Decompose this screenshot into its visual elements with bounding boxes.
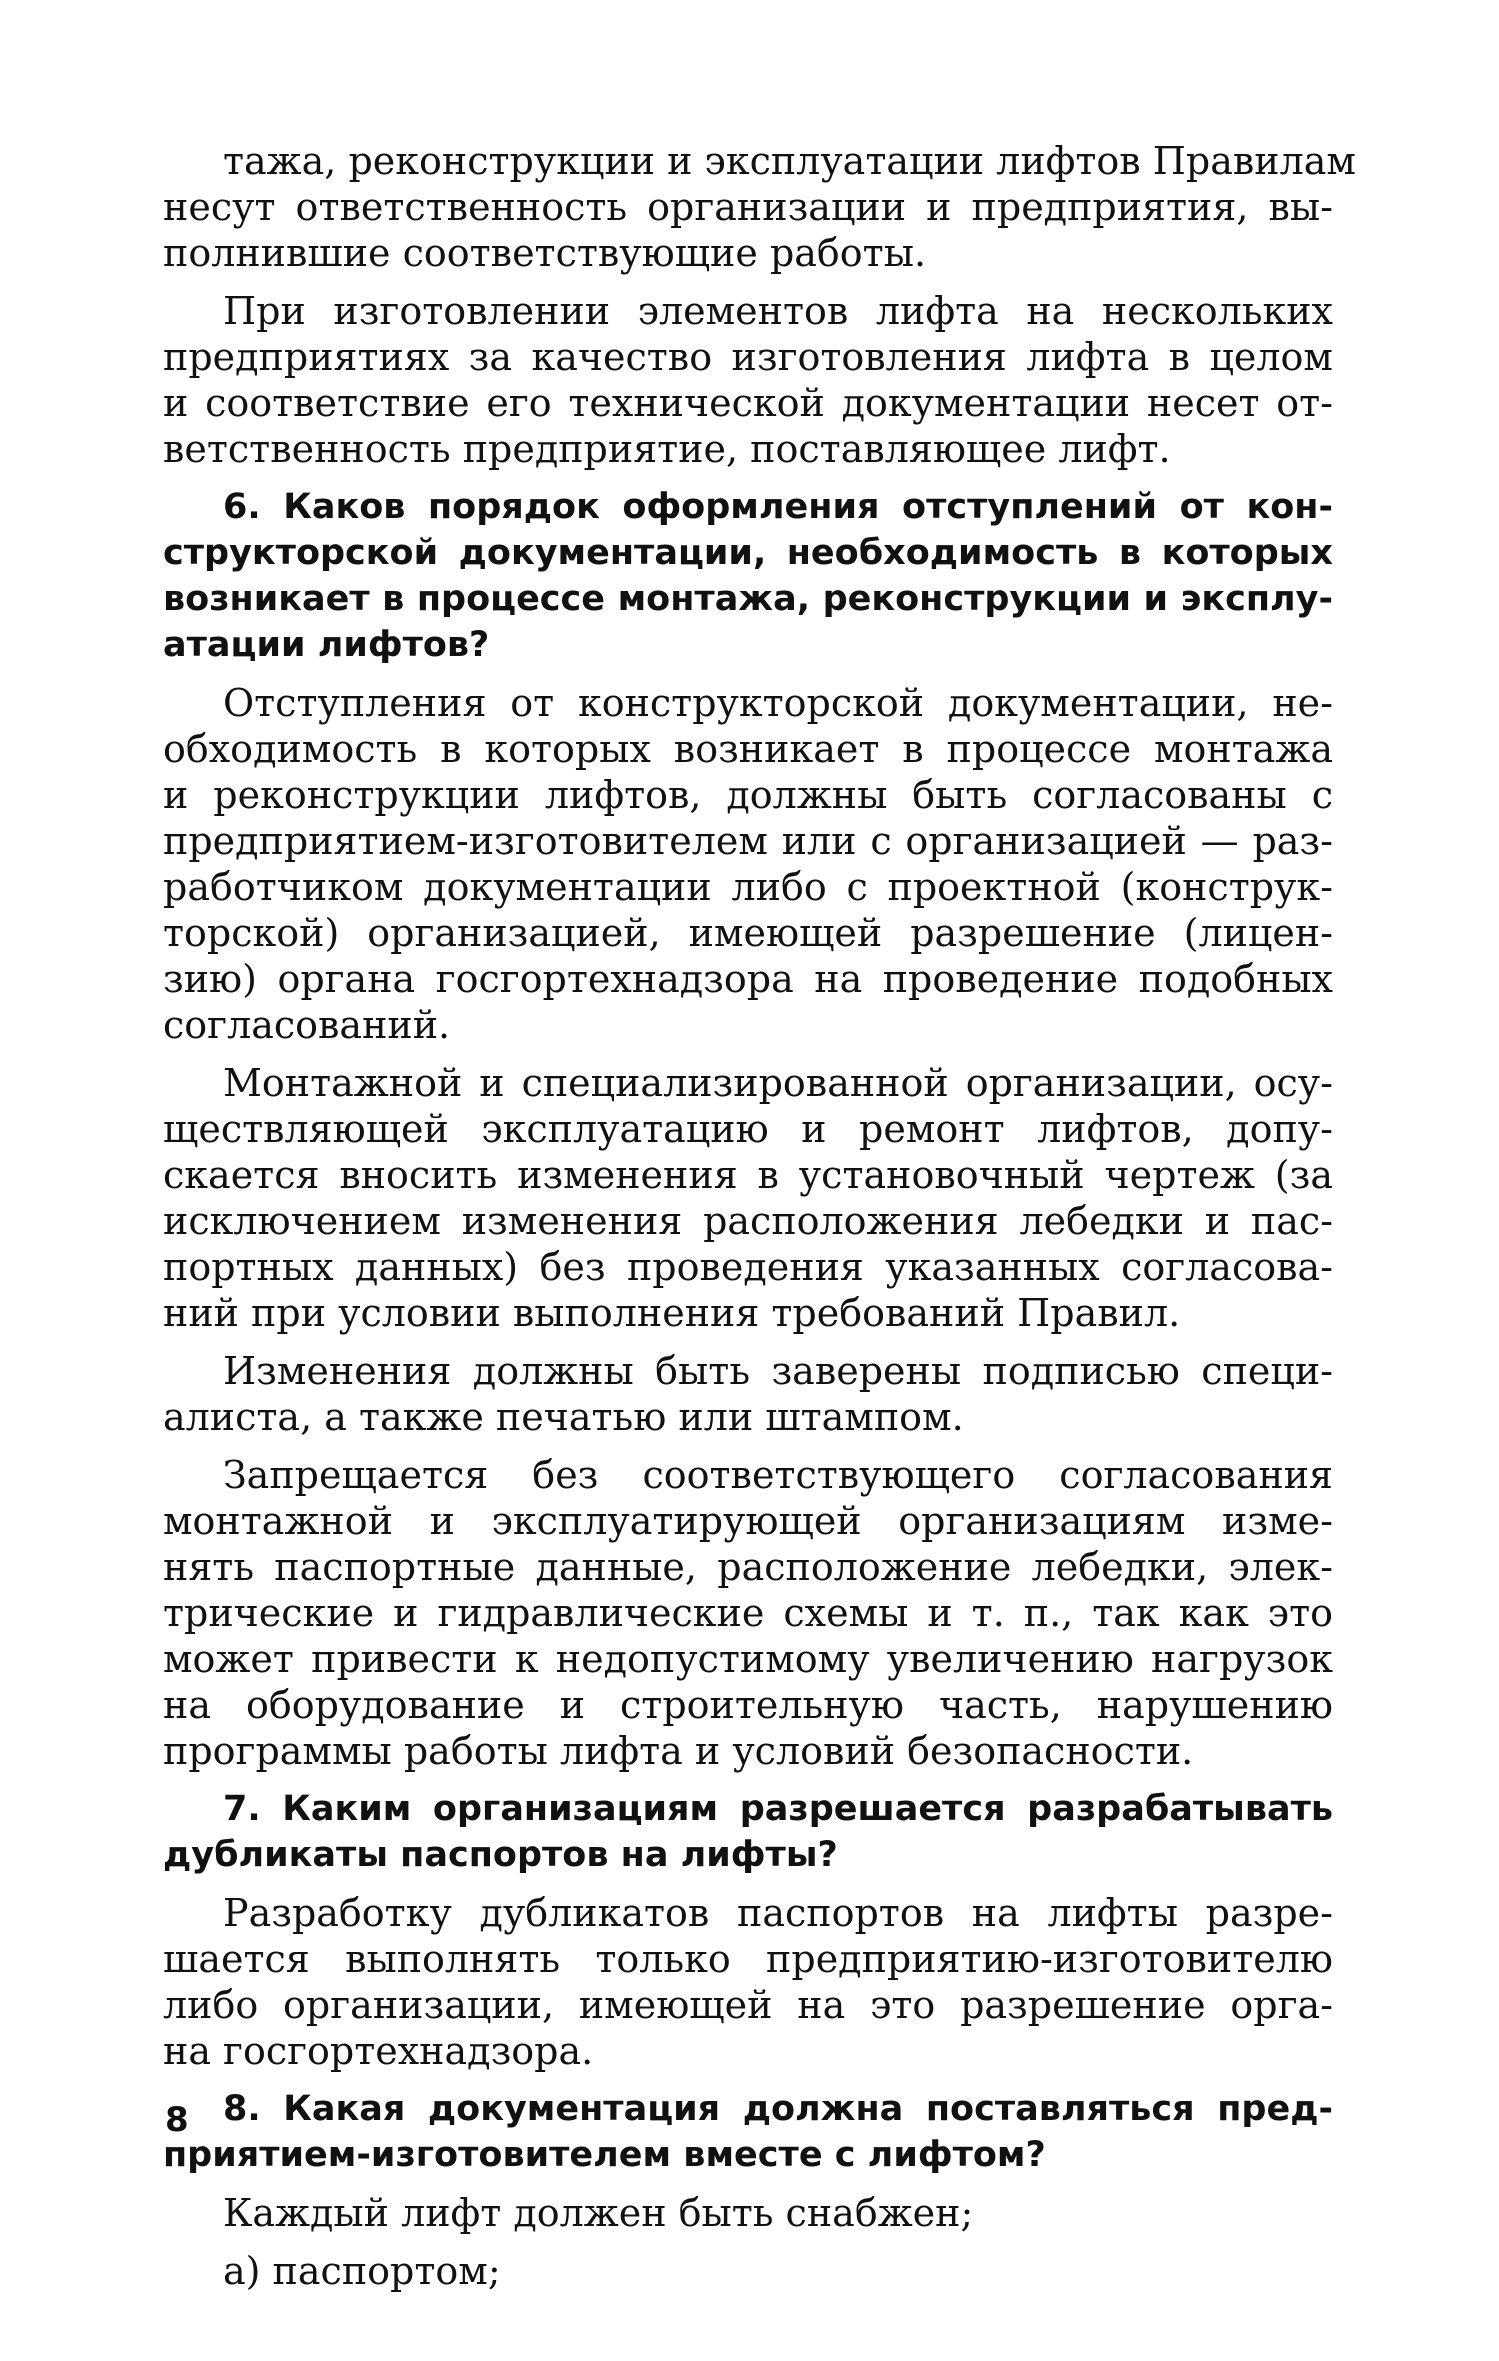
text-line: предприятиях за качество изготовления лифта в целом bbox=[163, 335, 1333, 379]
paragraph bbox=[163, 2190, 1333, 2236]
text-line: торской) организацией, имеющей разрешение (лицен- bbox=[163, 911, 1333, 955]
text-line: может привести к недопустимому увеличению нагрузок bbox=[163, 1637, 1333, 1681]
text-line: скается вносить изменения в установочный чертеж (за bbox=[163, 1153, 1333, 1197]
text-line: дубликаты паспортов на лифты? bbox=[163, 1835, 838, 1875]
text-line: работчиком документации либо с проектной (конструк- bbox=[163, 865, 1333, 909]
text-line: Отступления от конструкторской документации, не- bbox=[223, 681, 1333, 725]
text-line: алиста, а также печатью или штампом. bbox=[163, 1395, 964, 1439]
text-line: а) паспортом; bbox=[223, 2249, 501, 2293]
text-line: возникает в процессе монтажа, реконструкции и эксплу- bbox=[163, 579, 1333, 619]
text-line: Запрещается без соответствующего согласования bbox=[223, 1453, 1333, 1497]
text-line: Изменения должны быть заверены подписью специ- bbox=[223, 1349, 1333, 1393]
text-line: и реконструкции лифтов, должны быть согласованы с bbox=[163, 773, 1333, 817]
text-line: портных данных) без проведения указанных согласова- bbox=[163, 1245, 1333, 1289]
text-line: либо организации, имеющей на это разрешение орга- bbox=[163, 1983, 1333, 2027]
text-line: ществляющей эксплуатацию и ремонт лифтов, допу- bbox=[163, 1107, 1333, 1151]
text-line: на оборудование и строительную часть, нарушению bbox=[163, 1683, 1333, 1727]
text-line: Разработку дубликатов паспортов на лифты разре- bbox=[223, 1891, 1333, 1935]
question-heading bbox=[163, 1786, 1333, 1878]
text-line: полнившие соответствующие работы. bbox=[163, 231, 927, 275]
text-line: зию) органа госгортехнадзора на проведение подобных bbox=[163, 957, 1333, 1001]
page-number: 8 bbox=[165, 2100, 189, 2140]
text-line: согласований. bbox=[163, 1003, 451, 1047]
text-line: несут ответственность организации и предприятия, вы- bbox=[163, 185, 1333, 229]
text-line: Каждый лифт должен быть снабжен; bbox=[223, 2191, 974, 2235]
paragraph bbox=[163, 680, 1333, 1048]
question-heading bbox=[163, 2086, 1333, 2178]
text-line: атации лифтов? bbox=[163, 625, 490, 665]
text-line: Монтажной и специализированной организации, осу- bbox=[223, 1061, 1333, 1105]
text-line: программы работы лифта и условий безопасности. bbox=[163, 1729, 1194, 1773]
text-line: приятием-изготовителем вместе с лифтом? bbox=[163, 2135, 1046, 2175]
text-line: 6. Каков порядок оформления отступлений от кон- bbox=[223, 487, 1333, 527]
paragraph bbox=[163, 138, 1356, 276]
paragraph bbox=[163, 1452, 1333, 1774]
paragraph bbox=[163, 1890, 1333, 2074]
text-line: При изготовлении элементов лифта на нескольких bbox=[223, 289, 1333, 333]
text-line: исключением изменения расположения лебедки и пас- bbox=[163, 1199, 1333, 1243]
text-line: обходимость в которых возникает в процессе монтажа bbox=[163, 727, 1333, 771]
text-line: 8. Какая документация должна поставляться пред- bbox=[223, 2089, 1333, 2129]
text-line: структорской документации, необходимость в которых bbox=[163, 533, 1333, 573]
text-line: нять паспортные данные, расположение лебедки, элек- bbox=[163, 1545, 1333, 1589]
text-line: монтажной и эксплуатирующей организациям изме- bbox=[163, 1499, 1333, 1543]
paragraph bbox=[163, 288, 1333, 472]
text-line: на госгортехнадзора. bbox=[163, 2029, 594, 2073]
text-line: предприятием-изготовителем или с организацией — раз- bbox=[163, 819, 1333, 863]
text-line: тажа, реконструкции и эксплуатации лифтов Правилам bbox=[223, 139, 1356, 183]
text-line: ний при условии выполнения требований Правил. bbox=[163, 1291, 1181, 1335]
question-heading bbox=[163, 484, 1333, 668]
text-line: и соответствие его технической документации несет от- bbox=[163, 381, 1333, 425]
text-line: трические и гидравлические схемы и т. п., так как это bbox=[163, 1591, 1333, 1635]
paragraph bbox=[163, 2248, 1333, 2294]
paragraph bbox=[163, 1348, 1333, 1440]
text-line: 7. Каким организациям разрешается разрабатывать bbox=[223, 1789, 1333, 1829]
document-page bbox=[163, 138, 1356, 2306]
text-line: шается выполнять только предприятию-изготовителю bbox=[163, 1937, 1333, 1981]
text-line: ветственность предприятие, поставляющее лифт. bbox=[163, 427, 1171, 471]
paragraph bbox=[163, 1060, 1333, 1336]
